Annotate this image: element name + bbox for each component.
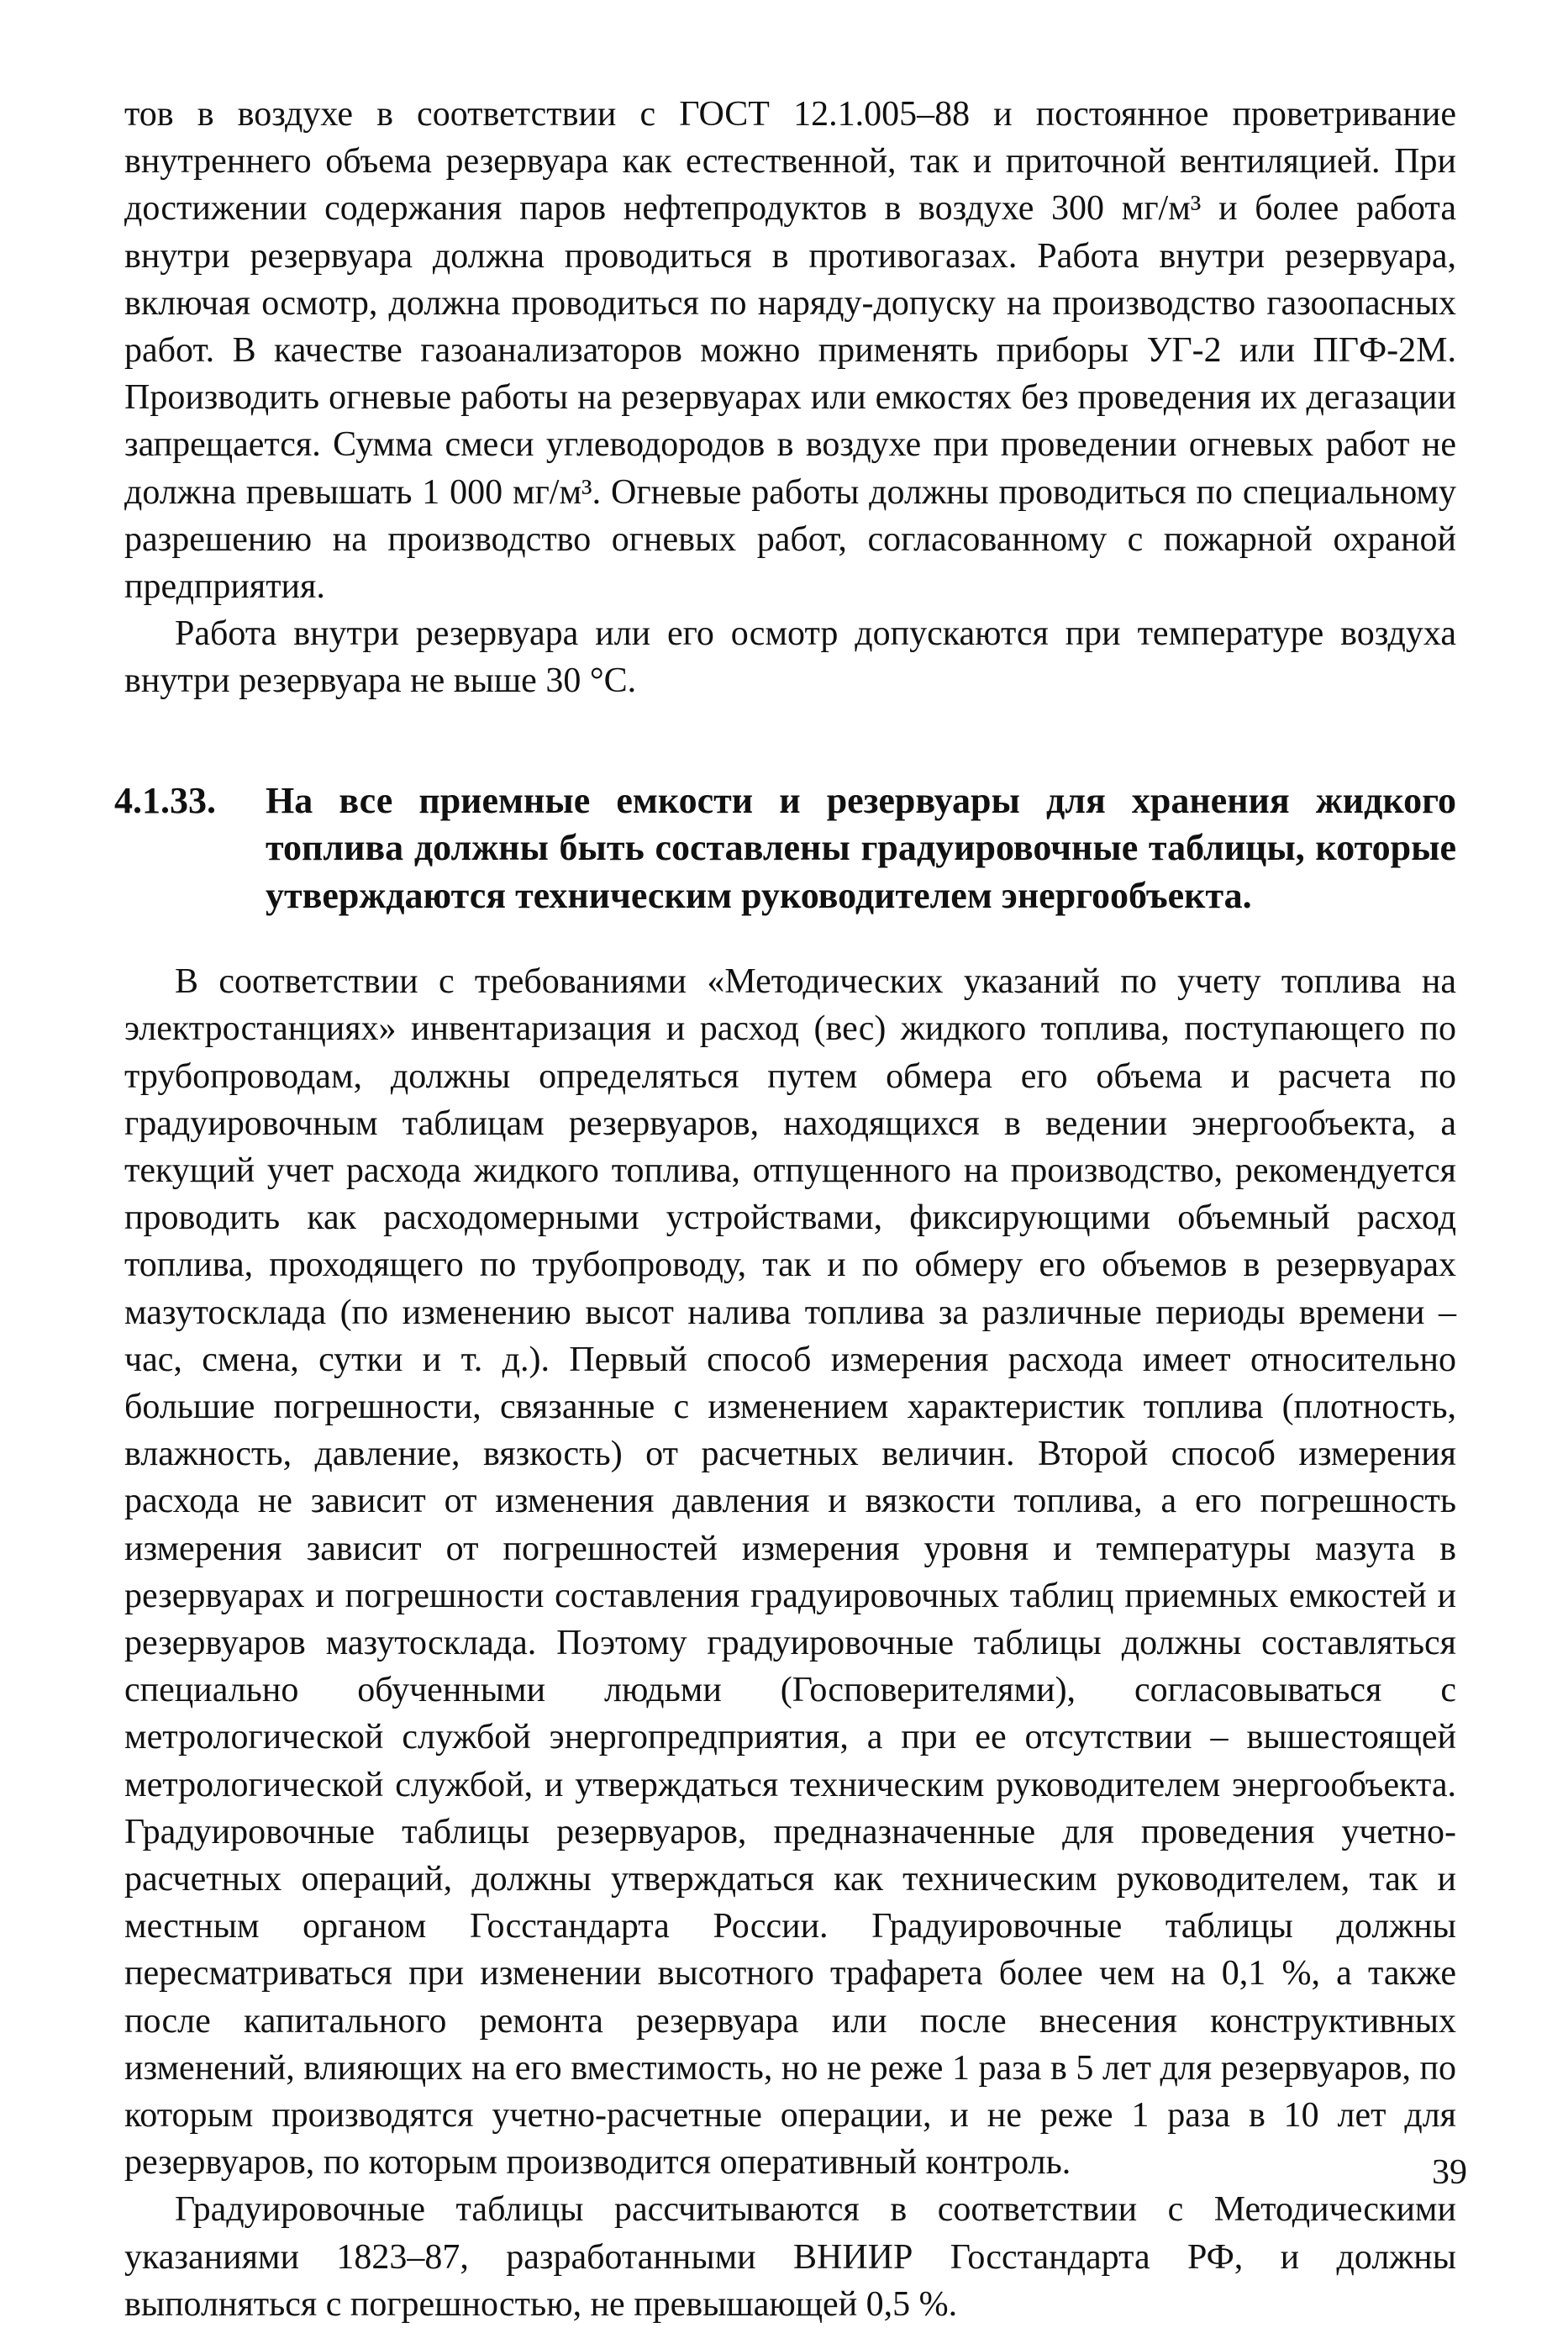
page-number: 39 <box>1432 2153 1467 2192</box>
section-title: На все приемные емкости и резервуары для хранения жидкого топлива должны быть составлены градуировочные таблицы, которые утверждаются техническим руководителем энергообъекта. <box>266 779 1456 916</box>
section-number: 4.1.33. <box>114 779 216 821</box>
paragraph-methodology: В соответствии с требованиями «Методических указаний по учету топлива на электростанциях» инвентаризация и расход (вес) жидкого топлива, поступающего по трубопроводам, должны определяться путем обмера его объема и расчета по градуировочным таблицам резервуаров, находящихся в ведении энергообъекта, а текущий учет расхода жидкого топлива, отпущенного на производство, рекомендуется проводить как расходомерными устройствами, фиксирующими объемный расход топлива, проходящего по трубопроводу, так и по обмеру его объемов в резервуарах мазутосклада (по изменению высот налива топлива за различные периоды времени – час, смена, сутки и т. д.). Первый способ измерения расхода имеет относительно большие погрешности, связанные с изменением характеристик топлива (плотность, влажность, давление, вязкость) от расчетных величин. Второй способ измерения расхода не зависит от изменения давления и вязкости топлива, а его погрешность измерения зависит от погрешностей измерения уровня и температуры мазута в резервуарах и погрешности составления градуировочных таблиц приемных емкостей и резервуаров мазутосклада. Поэтому градуировочные таблицы должны составляться специально обученными людьми (Госповерителями), согласовываться с метрологической службой энергопредприятия, а при ее отсутствии – вышестоящей метрологической службой, и утверждаться техническим руководителем энергообъекта. Градуировочные таблицы резервуаров, предназначенные для проведения учетно-расчетных операций, должны утверждаться как техническим руководителем, так и местным органом Госстандарта России. Градуировочные таблицы должны пересматриваться при изменении высотного трафарета более чем на 0,1 %, а также после капитального ремонта резервуара или после внесения конструктивных изменений, влияющих на его вместимость, но не реже 1 раза в 5 лет для резервуаров, по которым производятся учетно-расчетные операции, и не реже 1 раза в 10 лет для резервуаров, по которым производится оперативный контроль. <box>124 962 1456 2183</box>
paragraph-temperature: Работа внутри резервуара или его осмотр допускаются при температуре воздуха внутри резервуара не выше 30 °С. <box>124 614 1456 701</box>
section-heading <box>114 777 1456 920</box>
page-body <box>114 91 1456 2328</box>
paragraph-calculation: Градуировочные таблицы рассчитываются в соответствии с Методическими указаниями 1823–87, разработанными ВНИИР Госстандарта РФ, и должны выполняться с погрешностью, не превышающей 0,5 %. <box>124 2190 1456 2324</box>
paragraph-ventilation: тов в воздухе в соответствии с ГОСТ 12.1.005–88 и постоянное проветривание внутреннего объема резервуара как естественной, так и приточной вентиляцией. При достижении содержания паров нефтепродуктов в воздухе 300 мг/м³ и более работа внутри резервуара должна проводиться в противогазах. Работа внутри резервуара, включая осмотр, должна проводиться по наряду-допуску на производство газоопасных работ. В качестве газоанализаторов можно применять приборы УГ-2 или ПГФ-2М. Производить огневые работы на резервуарах или емкостях без проведения их дегазации запрещается. Сумма смеси углеводородов в воздухе при проведении огневых работ не должна превышать 1 000 мг/м³. Огневые работы должны проводиться по специальному разрешению на производство огневых работ, согласованному с пожарной охраной предприятия. <box>124 95 1456 607</box>
